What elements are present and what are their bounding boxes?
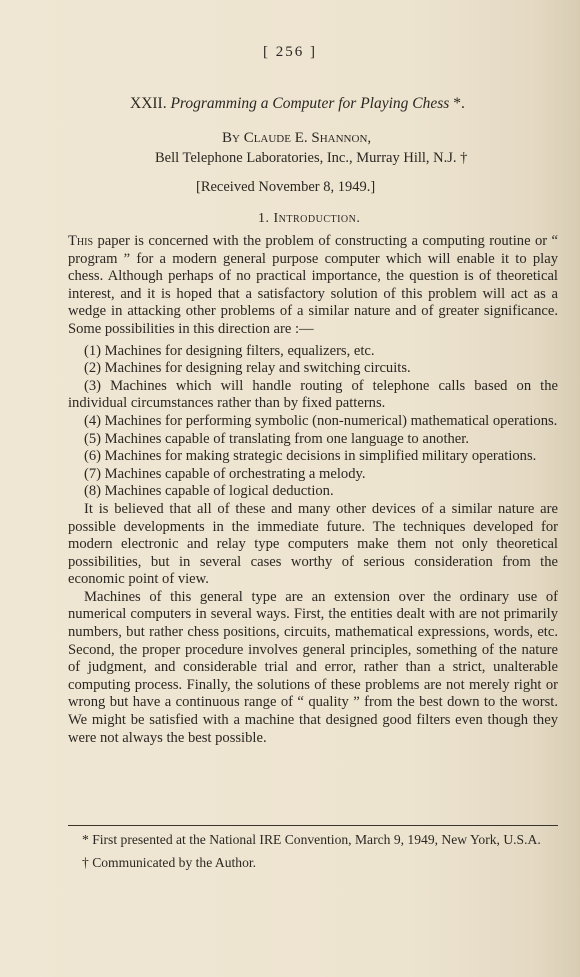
footnote: † Communicated by the Author. <box>82 855 257 870</box>
affiliation-line: Bell Telephone Laboratories, Inc., Murray Hill, N.J. † <box>155 150 468 166</box>
intro-first-word: This <box>68 233 94 249</box>
intro-paragraph <box>68 233 558 339</box>
intro-text: paper is concerned with the problem of constructing a computing routine or “ program ” for a modern general purpose computer which will enable it to play chess. Although perhaps of no practical importance, the question is of theoretical interest, and it is hoped that a satisfactory solution of this problem will act as a wedge in attacking other problems of a similar nature and of greater significance. Some possibilities in this direction are :— <box>68 233 558 337</box>
list-item: (3) Machines which will handle routing of telephone calls based on the individual circumstances rather than by fixed patterns. <box>68 377 558 412</box>
list-item: (4) Machines for performing symbolic (non-numerical) mathematical operations. <box>84 412 558 429</box>
title-footnote-mark: *. <box>449 95 465 112</box>
footnote: * First presented at the National IRE Convention, March 9, 1949, New York, U.S.A. <box>82 832 541 847</box>
section-heading: 1. Introduction. <box>258 211 361 226</box>
footnote-rule <box>68 825 558 826</box>
author-line: By Claude E. Shannon, <box>222 130 372 146</box>
list-item: (1) Machines for designing filters, equalizers, etc. <box>84 342 375 359</box>
body-paragraph: It is believed that all of these and many other devices of a similar nature are possible developments in the immediate future. The techniques developed for modern electronic and relay type computers make them not only theoretical possibilities, but in several cases worthy of serious consideration from the economic point of view. <box>68 500 558 588</box>
page-number: [ 256 ] <box>263 44 317 60</box>
title-numeral: XXII. <box>130 95 167 112</box>
list-item: (2) Machines for designing relay and switching circuits. <box>84 360 411 377</box>
footnotes <box>68 831 558 871</box>
body-paragraph: Machines of this general type are an extension over the ordinary use of numerical computers in several ways. First, the entities dealt with are not primarily numbers, but rather chess positions, circuits, mathematical expressions, words, etc. Second, the proper procedure involves general principles, something of the nature of judgment, and considerable trial and error, rather than a strict, unalterable computing process. Finally, the solutions of these problems are not merely right or wrong but have a continuous range of “ quality ” from the best down to the worst. We might be satisfied with a machine that designed good filters even though they were not always the best possible. <box>68 588 558 746</box>
list-item: (7) Machines capable of orchestrating a melody. <box>84 465 366 482</box>
article-title <box>130 95 550 113</box>
list-item: (6) Machines for making strategic decisions in simplified military operations. <box>84 448 537 465</box>
article-body <box>68 233 558 747</box>
title-text: Programming a Computer for Playing Chess <box>170 95 450 112</box>
list-item: (5) Machines capable of translating from one language to another. <box>84 430 469 447</box>
list-item: (8) Machines capable of logical deduction. <box>84 483 334 500</box>
received-date: [Received November 8, 1949.] <box>196 179 376 195</box>
